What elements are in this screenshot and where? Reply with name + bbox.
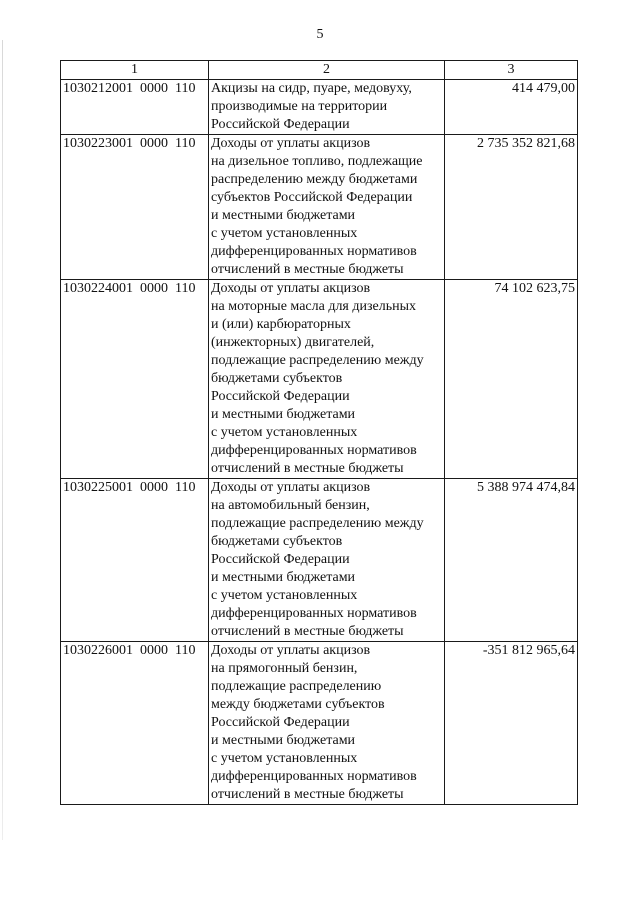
revenue-name-line: бюджетами субъектов (211, 371, 343, 386)
revenue-name-line: отчислений в местные бюджеты (211, 787, 404, 802)
revenue-name-line: отчислений в местные бюджеты (211, 262, 404, 277)
table-row (61, 80, 578, 135)
revenue-name (209, 80, 445, 135)
revenue-name-line: Российской Федерации (211, 389, 350, 404)
revenue-name-line: (инжекторных) двигателей, (211, 335, 375, 350)
revenue-name-line: Российской Федерации (211, 715, 350, 730)
revenue-name-line: Российской Федерации (211, 117, 350, 132)
revenue-name-line: Доходы от уплаты акцизов (211, 643, 371, 658)
revenue-amount: 414 479,00 (445, 80, 578, 135)
revenue-name-line: и (или) карбюраторных (211, 317, 351, 332)
page-number: 5 (316, 27, 324, 42)
budget-classification-code: 1030226001 0000 110 (61, 642, 209, 805)
revenue-name (209, 135, 445, 280)
table-row (61, 135, 578, 280)
revenue-name-line: и местными бюджетами (211, 208, 356, 223)
revenue-name-line: подлежащие распределению между (211, 516, 424, 531)
revenue-name-line: с учетом установленных (211, 751, 358, 766)
revenue-name-line: с учетом установленных (211, 425, 358, 440)
revenue-name-line: между бюджетами субъектов (211, 697, 385, 712)
budget-classification-code: 1030223001 0000 110 (61, 135, 209, 280)
table-row (61, 280, 578, 479)
column-header-name: 2 (209, 61, 445, 80)
revenue-name-line: отчислений в местные бюджеты (211, 461, 404, 476)
revenue-name-line: на автомобильный бензин, (211, 498, 370, 513)
revenue-amount: 74 102 623,75 (445, 280, 578, 479)
table-body (61, 80, 578, 805)
revenue-name-line: отчислений в местные бюджеты (211, 624, 404, 639)
revenue-name-line: на дизельное топливо, подлежащие (211, 154, 423, 169)
revenue-name-line: Доходы от уплаты акцизов (211, 136, 371, 151)
revenue-name-line: Акцизы на сидр, пуаре, медовуху, (211, 81, 412, 96)
revenue-name-line: и местными бюджетами (211, 407, 356, 422)
scan-edge (2, 40, 3, 840)
revenue-amount: 5 388 974 474,84 (445, 479, 578, 642)
revenue-name-line: Российской Федерации (211, 552, 350, 567)
revenue-name-line: подлежащие распределению между (211, 353, 424, 368)
revenue-name-line: на прямогонный бензин, (211, 661, 358, 676)
table-row (61, 479, 578, 642)
revenue-name-line: подлежащие распределению (211, 679, 382, 694)
revenue-name-line: с учетом установленных (211, 588, 358, 603)
revenue-amount: 2 735 352 821,68 (445, 135, 578, 280)
budget-classification-code: 1030225001 0000 110 (61, 479, 209, 642)
revenue-name-line: дифференцированных нормативов (211, 244, 417, 259)
revenue-name-line: производимые на территории (211, 99, 388, 114)
revenue-amount: -351 812 965,64 (445, 642, 578, 805)
table-header-row (61, 61, 578, 80)
table-row (61, 642, 578, 805)
revenue-name-line: дифференцированных нормативов (211, 769, 417, 784)
revenue-table (60, 60, 578, 805)
revenue-name-line: Доходы от уплаты акцизов (211, 480, 371, 495)
column-header-code: 1 (61, 61, 209, 80)
revenue-name-line: субъектов Российской Федерации (211, 190, 413, 205)
revenue-name (209, 479, 445, 642)
revenue-name (209, 280, 445, 479)
revenue-name-line: с учетом установленных (211, 226, 358, 241)
revenue-name-line: Доходы от уплаты акцизов (211, 281, 371, 296)
revenue-name-line: на моторные масла для дизельных (211, 299, 416, 314)
revenue-name-line: бюджетами субъектов (211, 534, 343, 549)
revenue-name-line: и местными бюджетами (211, 733, 356, 748)
revenue-name-line: распределению между бюджетами (211, 172, 418, 187)
revenue-name (209, 642, 445, 805)
revenue-name-line: и местными бюджетами (211, 570, 356, 585)
budget-classification-code: 1030224001 0000 110 (61, 280, 209, 479)
revenue-name-line: дифференцированных нормативов (211, 606, 417, 621)
revenue-name-line: дифференцированных нормативов (211, 443, 417, 458)
column-header-amount: 3 (445, 61, 578, 80)
budget-classification-code: 1030212001 0000 110 (61, 80, 209, 135)
